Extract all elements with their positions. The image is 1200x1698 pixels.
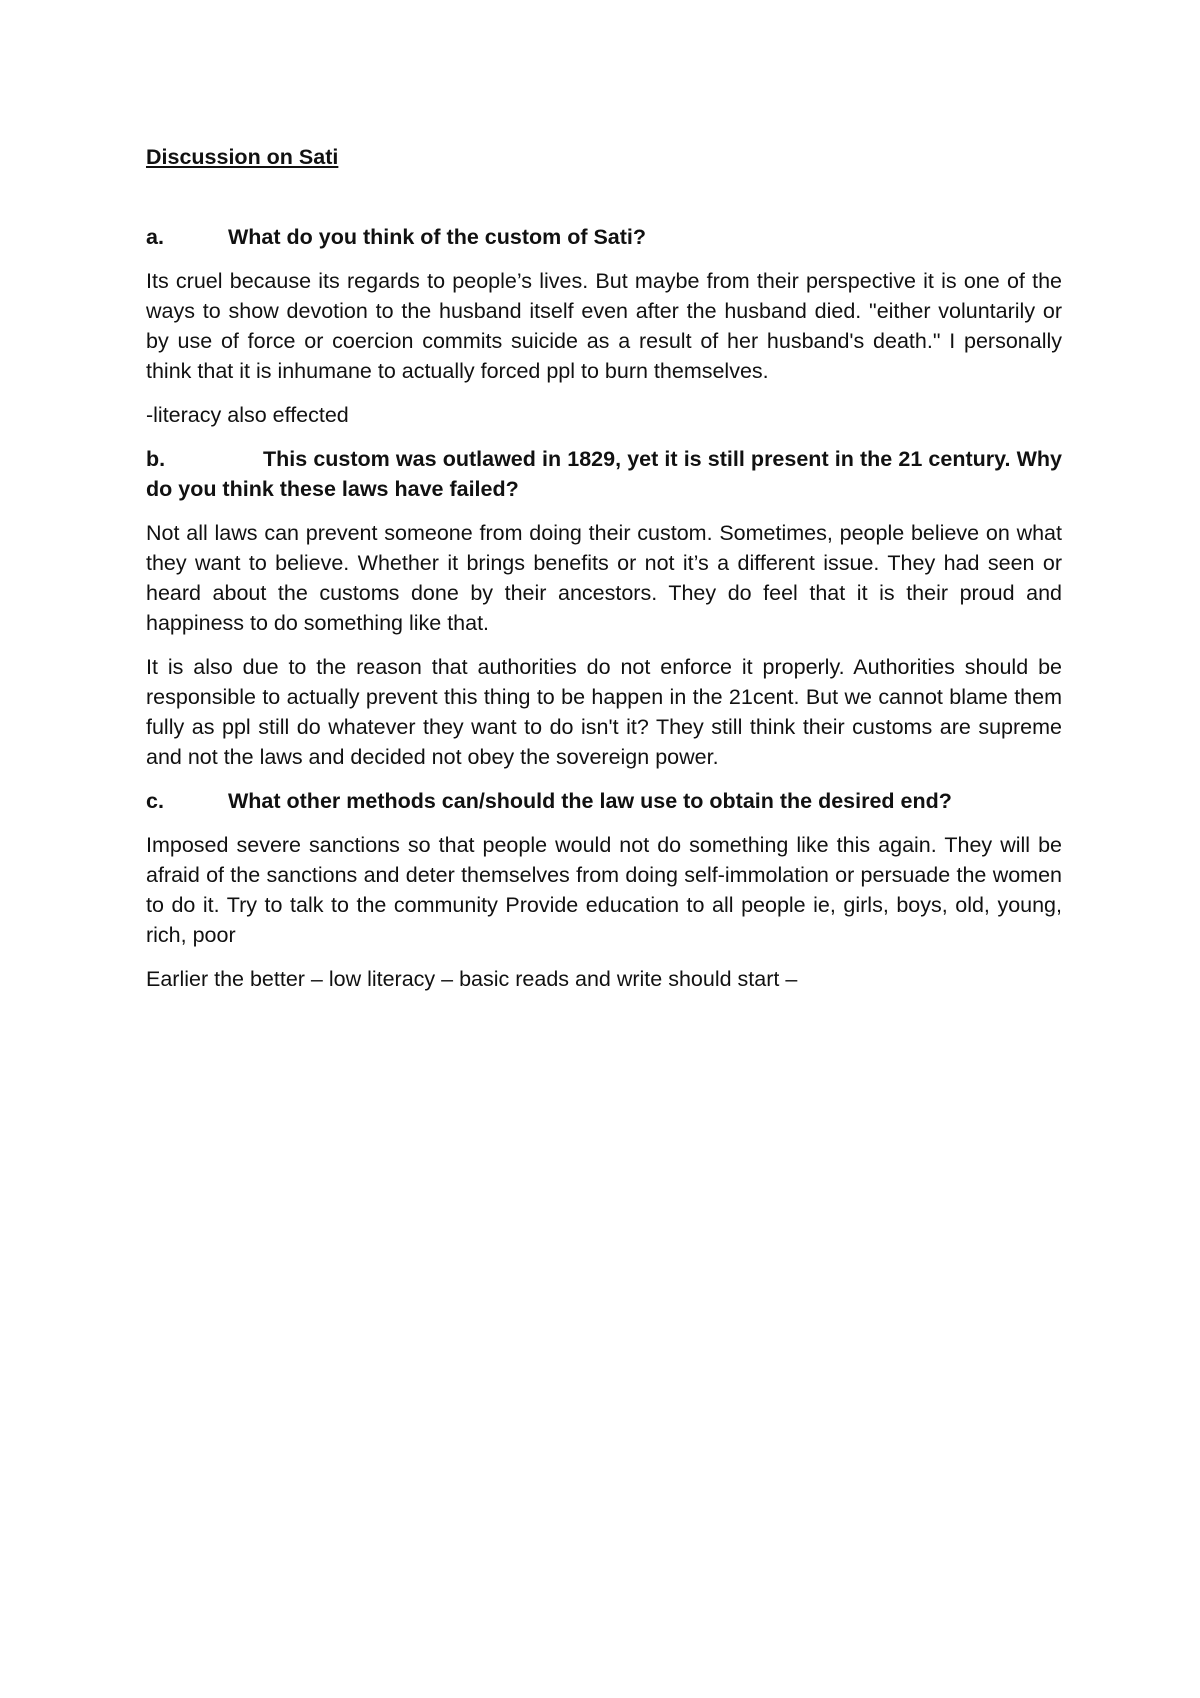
question-c-text: What other methods can/should the law use to obtain the desired end? <box>228 789 952 813</box>
answer-c-paragraph-2: Earlier the better – low literacy – basic reads and write should start – <box>146 967 798 991</box>
answer-c-paragraph-1: Imposed severe sanctions so that people would not do something like this again. They will be afraid of the sanctions and deter themselves from doing self-immolation or persuade the women to do it. Try to talk to the community Provide education to all people ie, girls, boys, old, young, rich, poor <box>146 833 1062 947</box>
answer-b-paragraph-1: Not all laws can prevent someone from doing their custom. Sometimes, people believe on what they want to believe. Whether it brings benefits or not it’s a different issue. They had seen or heard about the customs done by their ancestors. They do feel that it is their proud and happiness to do something like that. <box>146 521 1062 635</box>
answer-a-paragraph-1: Its cruel because its regards to people’s lives. But maybe from their perspective it is one of the ways to show devotion to the husband itself even after the husband died. "either voluntarily or by use of force or coercion commits suicide as a result of her husband's death." I personally think that it is inhumane to actually forced ppl to burn themselves. <box>146 269 1062 383</box>
question-b-letter: b. <box>146 447 166 471</box>
question-b-text: This custom was outlawed in 1829, yet it is still present in the 21 century. Why do you think these laws have failed? <box>146 447 1062 501</box>
answer-b-paragraph-2: It is also due to the reason that authorities do not enforce it properly. Authorities should be responsible to actually prevent this thing to be happen in the 21cent. But we cannot blame them fully as ppl still do whatever they want to do isn't it? They still think their customs are supreme and not the laws and decided not obey the sovereign power. <box>146 655 1062 769</box>
question-a-letter: a. <box>146 225 164 249</box>
document-title: Discussion on Sati <box>146 145 339 169</box>
document-body <box>146 142 1062 1008</box>
question-c-letter: c. <box>146 789 164 813</box>
question-a-text: What do you think of the custom of Sati? <box>228 225 647 249</box>
question-a <box>146 222 1062 252</box>
question-c <box>146 786 1062 816</box>
answer-a-paragraph-2: -literacy also effected <box>146 403 349 427</box>
question-b <box>146 444 1062 504</box>
